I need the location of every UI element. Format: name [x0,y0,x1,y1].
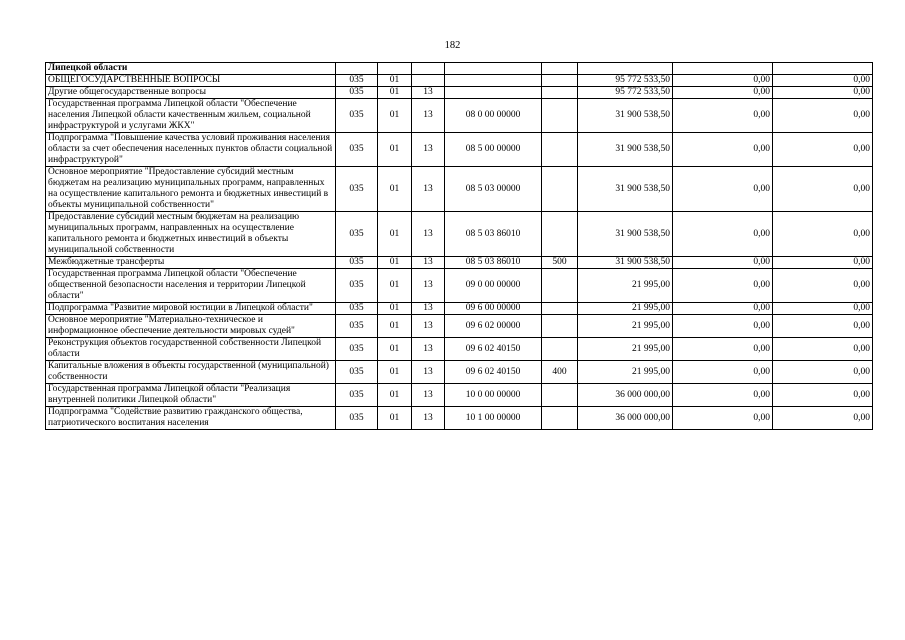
cell-name: Подпрограмма "Содействие развитию гражданского общества, патриотического воспитания населения [46,407,336,430]
cell-name: ОБЩЕГОСУДАРСТВЕННЫЕ ВОПРОСЫ [46,75,336,87]
cell-rz: 01 [378,361,412,384]
cell-sum1: 36 000 000,00 [578,407,673,430]
cell-name: Реконструкция объектов государственной собственности Липецкой области [46,338,336,361]
cell-name: Подпрограмма "Повышение качества условий проживания населения области за счет обеспечения населенных пунктов области социальной инфраструктурой" [46,133,336,167]
cell-vr [542,315,578,338]
cell-sum1: 36 000 000,00 [578,384,673,407]
cell-sum2: 0,00 [673,99,773,133]
cell-ved: 035 [336,384,378,407]
budget-table [45,62,873,430]
cell-sum2: 0,00 [673,269,773,303]
cell-pr [412,75,445,87]
cell-name: Государственная программа Липецкой области "Обеспечение населения Липецкой области качественным жильем, социальной инфраструктурой и услугами ЖКХ" [46,99,336,133]
cell-sum2: 0,00 [673,338,773,361]
cell-pr: 13 [412,167,445,212]
cell-csr: 08 5 03 00000 [445,167,542,212]
cell-ved: 035 [336,257,378,269]
table-row [46,407,873,430]
cell-sum2: 0,00 [673,257,773,269]
cell-sum3: 0,00 [773,303,873,315]
cell-sum1: 31 900 538,50 [578,212,673,257]
cell-rz: 01 [378,133,412,167]
cell-sum1: 31 900 538,50 [578,167,673,212]
cell-csr: 08 5 03 86010 [445,212,542,257]
cell-sum2: 0,00 [673,75,773,87]
cell-csr: 08 0 00 00000 [445,99,542,133]
cell-ved: 035 [336,212,378,257]
cell-pr: 13 [412,361,445,384]
table-row [46,361,873,384]
cell-vr [542,407,578,430]
cell-name: Предоставление субсидий местным бюджетам на реализацию муниципальных программ, направленных на осуществление капитального ремонта и бюджетных инвестиций в объекты муниципальной собственности [46,212,336,257]
cell-sum1: 95 772 533,50 [578,75,673,87]
cell-sum2: 0,00 [673,361,773,384]
cell-rz: 01 [378,75,412,87]
cell-sum1: 31 900 538,50 [578,99,673,133]
cell-sum3: 0,00 [773,257,873,269]
table-header-row [46,63,873,75]
cell-vr [542,133,578,167]
cell-rz: 01 [378,407,412,430]
cell-sum3: 0,00 [773,133,873,167]
cell-rz: 01 [378,99,412,133]
cell-csr [445,87,542,99]
header-cell-name: Липецкой области [46,63,336,75]
cell-pr: 13 [412,338,445,361]
cell-name: Капитальные вложения в объекты государственной (муниципальной) собственности [46,361,336,384]
cell-name: Подпрограмма "Развитие мировой юстиции в Липецкой области" [46,303,336,315]
cell-vr [542,338,578,361]
cell-vr [542,269,578,303]
cell-sum3: 0,00 [773,212,873,257]
cell-sum2: 0,00 [673,384,773,407]
cell-csr [445,75,542,87]
cell-rz: 01 [378,87,412,99]
cell-sum1: 21 995,00 [578,269,673,303]
cell-csr: 08 5 00 00000 [445,133,542,167]
cell-vr [542,212,578,257]
cell-rz: 01 [378,269,412,303]
table-row [46,269,873,303]
table-row [46,212,873,257]
cell-rz: 01 [378,212,412,257]
cell-pr: 13 [412,315,445,338]
table-row [46,303,873,315]
table-row [46,384,873,407]
page-number: 182 [444,40,461,51]
cell-vr [542,303,578,315]
table-row [46,87,873,99]
cell-sum3: 0,00 [773,167,873,212]
cell-vr [542,167,578,212]
cell-sum1: 31 900 538,50 [578,257,673,269]
cell-sum1: 31 900 538,50 [578,133,673,167]
cell-ved: 035 [336,407,378,430]
cell-sum3: 0,00 [773,361,873,384]
cell-sum3: 0,00 [773,99,873,133]
cell-name: Государственная программа Липецкой области "Реализация внутренней политики Липецкой области" [46,384,336,407]
cell-name: Государственная программа Липецкой области "Обеспечение общественной безопасности населения и территории Липецкой области" [46,269,336,303]
table-row [46,338,873,361]
cell-vr: 400 [542,361,578,384]
cell-ved: 035 [336,75,378,87]
cell-sum3: 0,00 [773,315,873,338]
table-row [46,315,873,338]
cell-sum2: 0,00 [673,303,773,315]
cell-sum2: 0,00 [673,315,773,338]
cell-vr [542,87,578,99]
cell-pr: 13 [412,99,445,133]
cell-rz: 01 [378,167,412,212]
cell-rz: 01 [378,303,412,315]
cell-csr: 08 5 03 86010 [445,257,542,269]
cell-ved: 035 [336,133,378,167]
cell-sum1: 21 995,00 [578,315,673,338]
cell-name: Другие общегосударственные вопросы [46,87,336,99]
cell-sum2: 0,00 [673,167,773,212]
table-row [46,75,873,87]
cell-sum1: 95 772 533,50 [578,87,673,99]
table-row [46,257,873,269]
cell-csr: 09 6 00 00000 [445,303,542,315]
cell-name: Основное мероприятие "Материально-техническое и информационное обеспечение деятельности мировых судей" [46,315,336,338]
cell-sum2: 0,00 [673,133,773,167]
cell-csr: 09 6 02 40150 [445,361,542,384]
cell-ved: 035 [336,361,378,384]
cell-ved: 035 [336,269,378,303]
table-body [46,63,873,430]
cell-sum1: 21 995,00 [578,361,673,384]
cell-pr: 13 [412,303,445,315]
cell-pr: 13 [412,87,445,99]
cell-csr: 09 6 02 40150 [445,338,542,361]
cell-vr [542,75,578,87]
cell-sum2: 0,00 [673,87,773,99]
cell-sum3: 0,00 [773,407,873,430]
table-row [46,133,873,167]
cell-sum2: 0,00 [673,212,773,257]
cell-ved: 035 [336,99,378,133]
cell-ved: 035 [336,87,378,99]
cell-csr: 10 0 00 00000 [445,384,542,407]
cell-sum3: 0,00 [773,338,873,361]
cell-name: Основное мероприятие "Предоставление субсидий местным бюджетам на реализацию муниципальных программ, направленных на осуществление капитального ремонта и бюджетных инвестиций в объекты муниципальной собственности" [46,167,336,212]
cell-rz: 01 [378,257,412,269]
cell-ved: 035 [336,167,378,212]
cell-csr: 10 1 00 00000 [445,407,542,430]
cell-rz: 01 [378,315,412,338]
cell-csr: 09 6 02 00000 [445,315,542,338]
cell-pr: 13 [412,257,445,269]
cell-sum2: 0,00 [673,407,773,430]
cell-vr [542,99,578,133]
cell-sum3: 0,00 [773,384,873,407]
cell-ved: 035 [336,303,378,315]
table-row [46,167,873,212]
cell-name: Межбюджетные трансферты [46,257,336,269]
cell-csr: 09 0 00 00000 [445,269,542,303]
cell-pr: 13 [412,407,445,430]
cell-sum1: 21 995,00 [578,338,673,361]
table-row [46,99,873,133]
cell-sum3: 0,00 [773,87,873,99]
cell-rz: 01 [378,384,412,407]
cell-pr: 13 [412,212,445,257]
cell-rz: 01 [378,338,412,361]
cell-sum3: 0,00 [773,269,873,303]
cell-vr: 500 [542,257,578,269]
cell-pr: 13 [412,133,445,167]
cell-vr [542,384,578,407]
cell-pr: 13 [412,384,445,407]
cell-pr: 13 [412,269,445,303]
cell-ved: 035 [336,338,378,361]
cell-ved: 035 [336,315,378,338]
cell-sum3: 0,00 [773,75,873,87]
cell-sum1: 21 995,00 [578,303,673,315]
